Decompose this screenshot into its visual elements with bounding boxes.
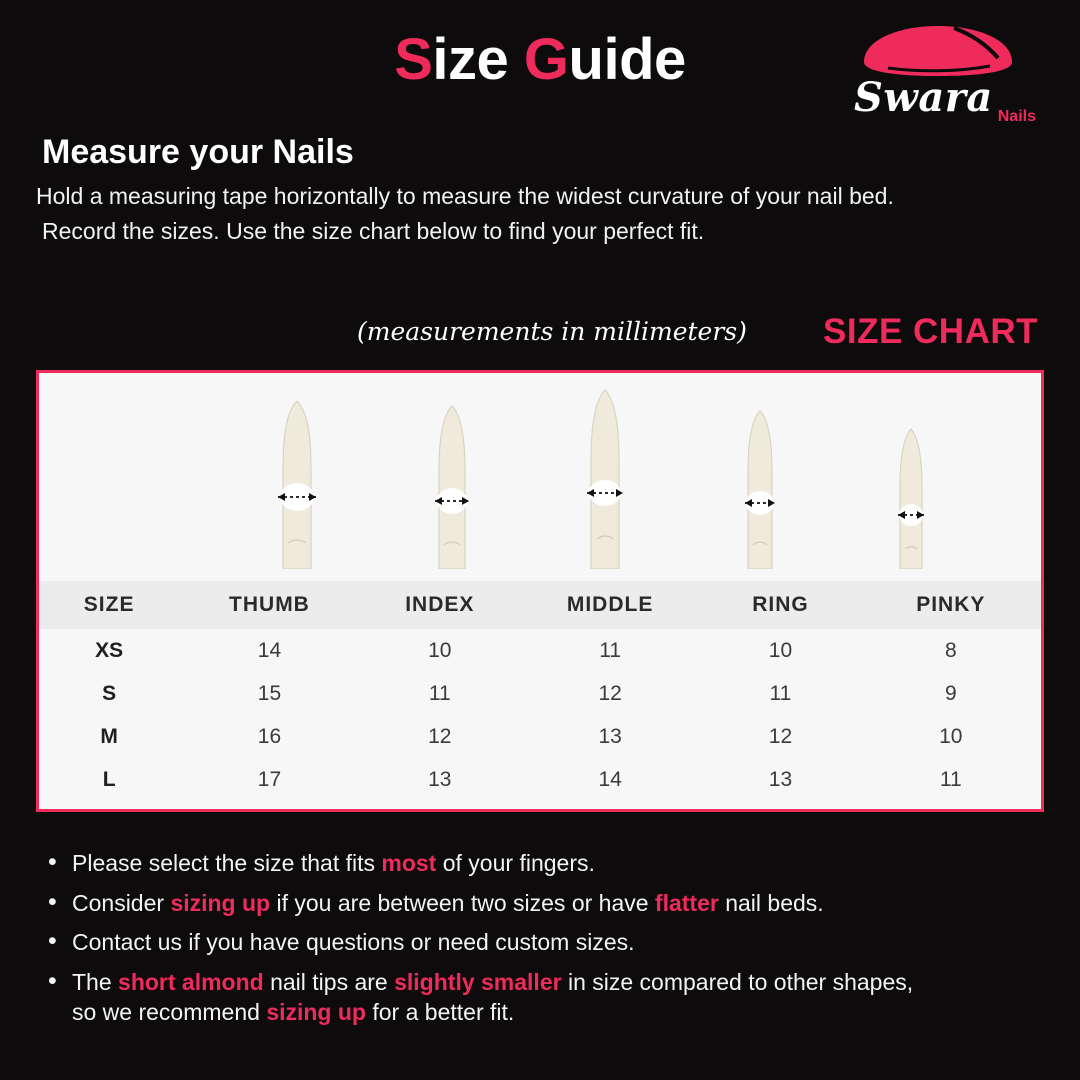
table-header-index: INDEX	[405, 593, 475, 616]
cell-index: 11	[428, 681, 451, 705]
note-item: • Contact us if you have questions or need custom sizes.	[42, 927, 1042, 958]
table-header-size: SIZE	[83, 593, 135, 616]
note-item: • Please select the size that fits most of your fingers.	[42, 848, 1042, 879]
cell-index: 10	[428, 638, 452, 662]
cell-ring: 10	[768, 638, 793, 662]
cell-ring: 11	[769, 681, 792, 705]
table-row	[39, 715, 1041, 758]
cell-pinky: 10	[939, 724, 963, 748]
cell-pinky: 11	[939, 767, 962, 791]
units-note: (measurements in millimeters)	[357, 317, 747, 346]
nail-illustrations-row	[39, 373, 1041, 581]
brand-logo	[838, 22, 1038, 125]
table-row	[39, 672, 1041, 715]
cell-index: 12	[428, 724, 452, 748]
logo-subtext: Nails	[997, 108, 1036, 125]
size-chart-panel	[36, 370, 1044, 812]
table-header-row	[39, 581, 1041, 629]
nail-illustration-thumb	[261, 393, 333, 569]
cell-middle: 14	[598, 767, 622, 791]
cell-thumb: 15	[257, 681, 282, 705]
cell-middle: 13	[598, 724, 622, 748]
size-table	[39, 581, 1041, 801]
cell-middle: 11	[599, 638, 622, 662]
title-word-ize: ize	[432, 27, 524, 92]
table-header-middle: MIDDLE	[566, 593, 654, 616]
nail-illustration-middle	[571, 385, 639, 569]
cell-ring: 13	[768, 767, 793, 791]
size-chart-title: SIZE CHART	[823, 312, 1038, 351]
nail-illustration-ring	[729, 401, 791, 569]
cell-size: M	[100, 724, 118, 748]
title-letter-s: S	[394, 27, 433, 92]
table-header-ring: RING	[752, 593, 809, 616]
logo-wordmark: Swara	[854, 74, 993, 121]
nail-illustration-index	[419, 397, 485, 569]
measure-line-1: Hold a measuring tape horizontally to measure the widest curvature of your nail bed.	[36, 183, 894, 209]
cell-index: 13	[428, 767, 452, 791]
nail-illustration-pinky	[883, 421, 939, 569]
cell-pinky: 8	[944, 638, 957, 662]
cell-thumb: 16	[257, 724, 282, 748]
cell-size: XS	[95, 638, 124, 662]
measure-heading: Measure your Nails	[42, 133, 354, 171]
cell-pinky: 9	[944, 681, 957, 705]
cell-size: S	[102, 681, 117, 705]
table-row	[39, 758, 1041, 801]
note-item: • Consider sizing up if you are between two sizes or have flatter nail beds.	[42, 888, 1042, 919]
notes-list	[42, 848, 1042, 1037]
table-header-thumb: THUMB	[229, 593, 310, 616]
title-letter-g: G	[523, 27, 569, 92]
measure-line-2: Record the sizes. Use the size chart below to find your perfect fit.	[42, 218, 705, 244]
note-item: • The short almond nail tips are slightly smaller in size compared to other shapes, so we recommend sizing up for a better fit.	[42, 967, 1042, 1028]
cell-thumb: 14	[257, 638, 282, 662]
title-word-uide: uide	[568, 27, 686, 92]
table-row	[39, 629, 1041, 672]
cell-thumb: 17	[257, 767, 282, 791]
cell-middle: 12	[598, 681, 622, 705]
cell-size: L	[102, 767, 116, 791]
table-header-pinky: PINKY	[916, 593, 986, 616]
cell-ring: 12	[768, 724, 793, 748]
